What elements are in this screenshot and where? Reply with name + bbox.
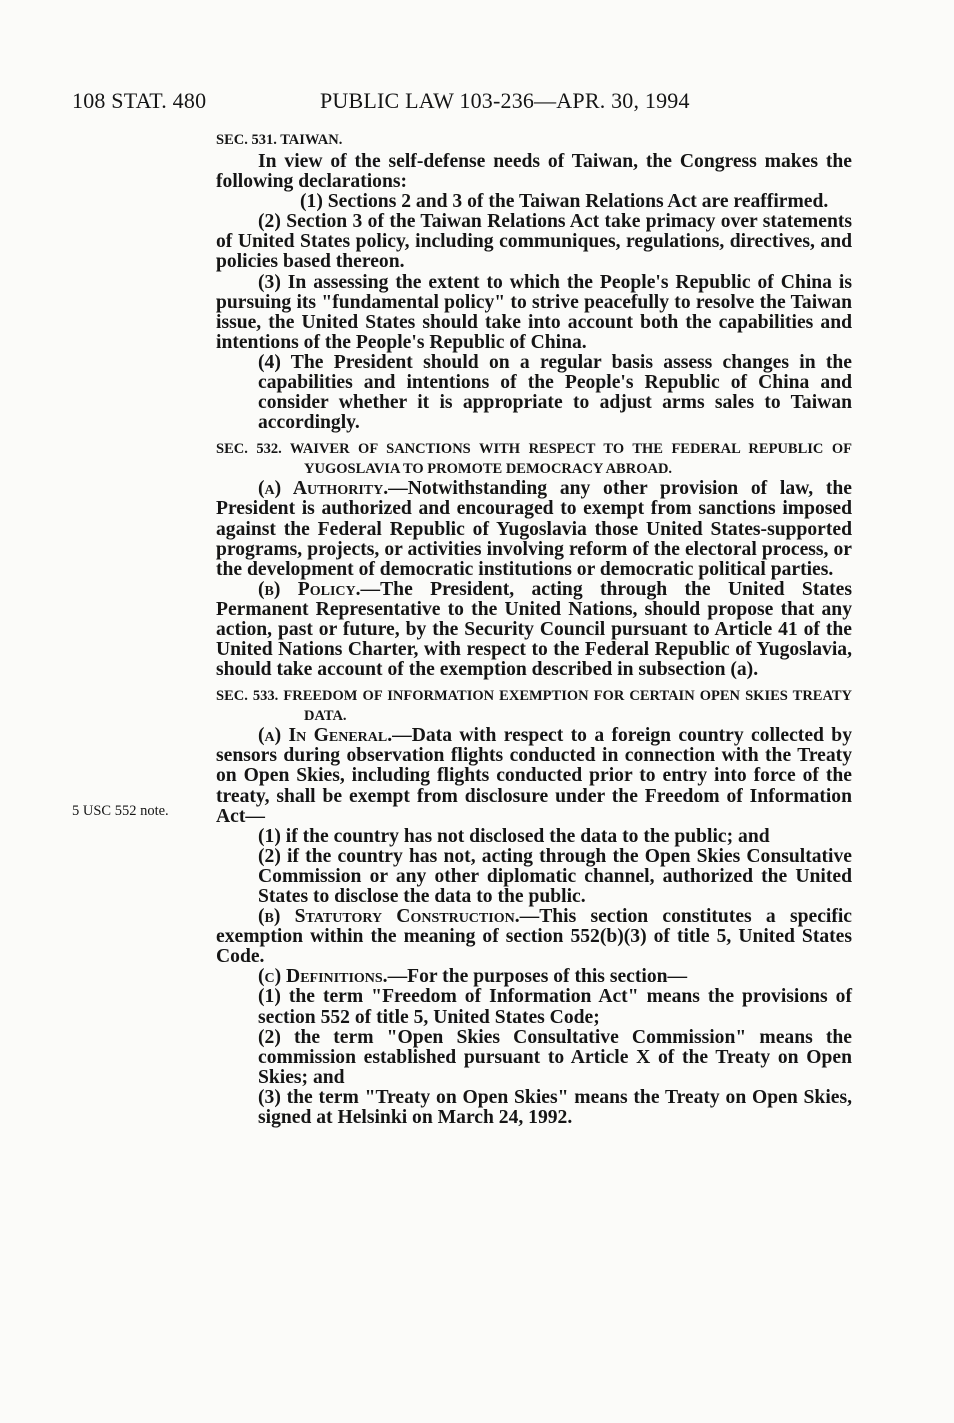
section-531-para-4: (4) The President should on a regular basis assess changes in the capabilities and intentions of the People's Republic of China and consider whether it is appropriate to adjust arms sales to Taiwan accordingly. (258, 351, 852, 434)
section-531-intro: In view of the self-defense needs of Taiwan, the Congress makes the following declarations: (216, 151, 852, 193)
section-533-c-para-3: (3) the term "Treaty on Open Skies" means the Treaty on Open Skies, signed at Helsinki on March 24, 1992. (258, 1086, 852, 1129)
section-531-heading: SEC. 531. TAIWAN. (216, 132, 343, 148)
stat-page-number: 108 STAT. 480 (72, 88, 207, 113)
section-533-c-label: (c) Definitions. (258, 966, 388, 988)
section-533-subsection-c (216, 967, 852, 987)
body-text (216, 130, 852, 1128)
section-533-heading: SEC. 533. FREEDOM OF INFORMATION EXEMPTION FOR CERTAIN OPEN SKIES TREATY DATA. (216, 688, 852, 725)
section-533-b-text: —This section constitutes a specific exemption within the meaning of section 552(b)(3) of title 5, United States Code. (216, 906, 852, 968)
section-533-a-para-1 (216, 827, 852, 847)
section-532-b-label: (b) Policy. (258, 578, 361, 600)
section-532-heading: SEC. 532. WAIVER OF SANCTIONS WITH RESPECT TO THE FEDERAL REPUBLIC OF YUGOSLAVIA TO PROMOTE DEMOCRACY ABROAD. (216, 441, 852, 478)
section-531-para-2: (2) Section 3 of the Taiwan Relations Act take primacy over statements of United States policy, including communiques, regulations, directives, and policies based thereon. (216, 211, 852, 273)
section-532-subsection-a (216, 479, 852, 579)
section-533-a-para-2: (2) if the country has not, acting through the Open Skies Consultative Commission or any other diplomatic channel, authorized the United States to disclose the data to the public. (258, 845, 852, 907)
running-header: PUBLIC LAW 103-236—APR. 30, 1994 (320, 88, 690, 113)
section-532-subsection-b (216, 580, 852, 680)
section-533-subsection-a (216, 726, 852, 826)
section-533-subsection-b (216, 907, 852, 967)
section-533-a-label: (a) In General. (258, 725, 393, 747)
margin-note: 5 USC 552 note. (72, 803, 169, 819)
section-531-para-3: (3) In assessing the extent to which the People's Republic of China is pursuing its "fundamental policy" to strive peacefully to resolve the Taiwan issue, the United States should take into account both the capabilities and intentions of the People's Republic of China. (216, 271, 852, 353)
section-531-para-1: (1) Sections 2 and 3 of the Taiwan Relations Act are reaffirmed. (300, 191, 829, 213)
section-533-a-text: —Data with respect to a foreign country collected by sensors during observation flights conducted in connection with the Treaty on Open Skies, including flights conducted prior to entry into force of the treaty, shall be exempt from disclosure under the Freedom of Information Act— (216, 725, 852, 827)
section-533-c-para-1: (1) the term "Freedom of Information Act" means the provisions of section 552 of title 5, United States Code; (258, 986, 852, 1028)
section-532-a-label: (a) Authority. (258, 478, 389, 500)
section-533-a-para-1-text: (1) if the country has not disclosed the data to the public; and (258, 825, 770, 847)
section-533-c-para-2: (2) the term "Open Skies Consultative Commission" means the commission established pursuant to Article X of the Treaty on Open Skies; and (258, 1026, 852, 1088)
section-533-c-text: —For the purposes of this section— (387, 966, 688, 988)
section-533-b-label: (b) Statutory Construction. (258, 906, 520, 928)
section-532-b-text: —The President, acting through the United States Permanent Representative to the United Nations, should propose that any action, past or future, by the Security Council pursuant to Article 41 of the United Nations Charter, with respect to the Federal Republic of Yugoslavia, should take account of the exemption described in subsection (a). (216, 578, 852, 681)
section-532-a-text: —Notwithstanding any other provision of law, the President is authorized and encouraged to exempt from sanctions imposed against the Federal Republic of Yugoslavia those United States-supported programs, projects, or activities involving reform of the electoral process, or the development of democratic institutions or democratic political parties. (216, 478, 852, 580)
